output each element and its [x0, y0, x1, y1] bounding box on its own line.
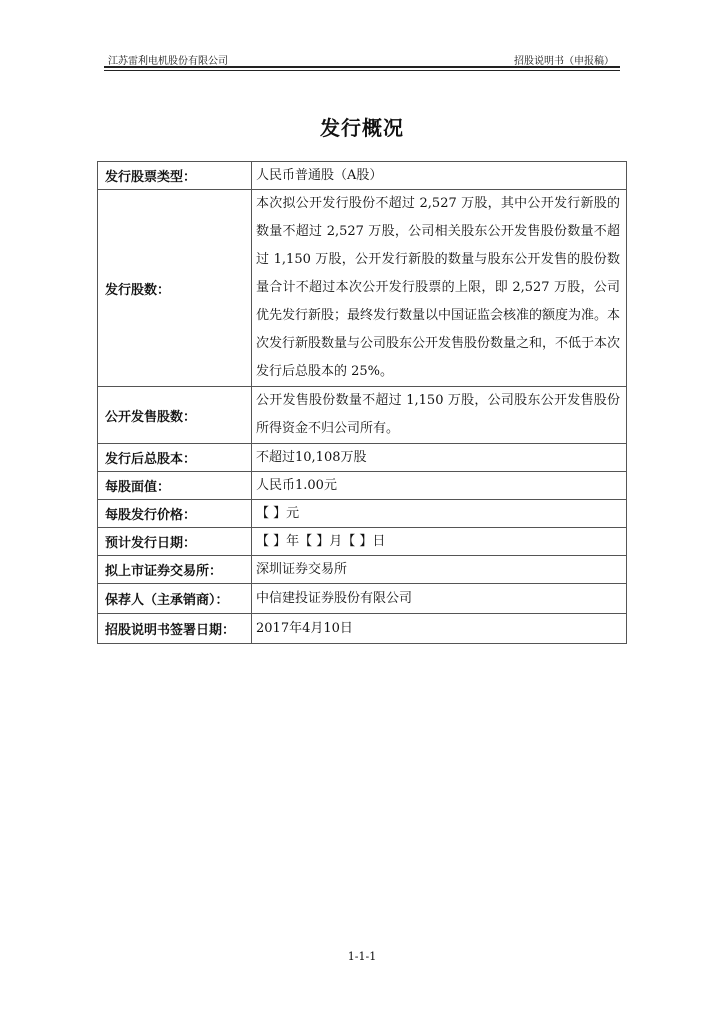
- page-title: 发行概况: [320, 116, 404, 140]
- row-value-share-type: 人民币普通股（A股）: [252, 162, 627, 190]
- offering-summary-table: [97, 161, 627, 644]
- row-value-signing-date: 2017年4月10日: [252, 614, 627, 644]
- row-value-share-count: 本次拟公开发行股份不超过 2,527 万股，其中公开发行新股的数量不超过 2,527 万股，公司相关股东公开发售股份数量不超过 1,150 万股，公开发行新股的数量与股东公开发售的股份数量合计不超过本次公开发行股票的上限，即 2,527 万股，公司优先发行新股；最终发行数量以中国证监会核准的额度为准。本次发行新股数量与公司股东公开发售股份数量之和，不低于本次发行后总股本的 25%。: [252, 190, 627, 387]
- row-value-par-value: 人民币1.00元: [252, 472, 627, 500]
- table-row: [98, 556, 627, 584]
- table-row: [98, 162, 627, 190]
- page-number: 1-1-1: [347, 950, 377, 963]
- table-row: [98, 190, 627, 387]
- row-label-public-offering-shares: 公开发售股数：: [98, 387, 252, 444]
- table-row: [98, 387, 627, 444]
- table-row: [98, 614, 627, 644]
- row-label-issue-date: 预计发行日期：: [98, 528, 252, 556]
- row-label-share-type: 发行股票类型：: [98, 162, 252, 190]
- header-rule-thin: [104, 70, 620, 71]
- header-company-name: 江苏雷利电机股份有限公司: [108, 56, 228, 67]
- row-value-stock-exchange: 深圳证券交易所: [252, 556, 627, 584]
- header-document-type: 招股说明书（申报稿）: [514, 56, 614, 67]
- row-label-par-value: 每股面值：: [98, 472, 252, 500]
- table-row: [98, 584, 627, 614]
- row-label-issue-price: 每股发行价格：: [98, 500, 252, 528]
- table-row: [98, 500, 627, 528]
- row-value-issue-price: 【 】元: [252, 500, 627, 528]
- row-label-sponsor: 保荐人（主承销商）：: [98, 584, 252, 614]
- table-row: [98, 528, 627, 556]
- table-row: [98, 472, 627, 500]
- row-label-signing-date: 招股说明书签署日期：: [98, 614, 252, 644]
- row-label-stock-exchange: 拟上市证券交易所：: [98, 556, 252, 584]
- row-value-total-capital: 不超过10,108万股: [252, 444, 627, 472]
- row-value-issue-date: 【 】年【 】月【 】日: [252, 528, 627, 556]
- row-value-sponsor: 中信建投证券股份有限公司: [252, 584, 627, 614]
- row-label-total-capital: 发行后总股本：: [98, 444, 252, 472]
- table-row: [98, 444, 627, 472]
- row-label-share-count: 发行股数：: [98, 190, 252, 387]
- header-rule-thick: [104, 66, 620, 68]
- row-value-public-offering-shares: 公开发售股份数量不超过 1,150 万股，公司股东公开发售股份所得资金不归公司所有。: [252, 387, 627, 444]
